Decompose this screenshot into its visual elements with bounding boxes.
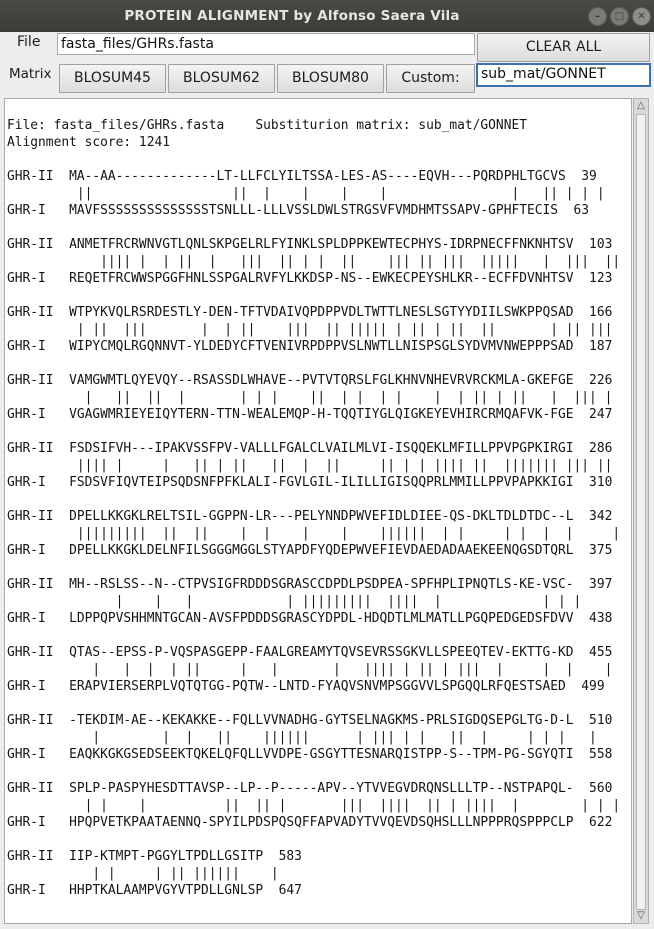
output-line: GHR-II -TEKDIM-AE--KEKAKKE--FQLLVVNADHG-GYTSELNAGKMS-PRLSIGDQSEPGLTG-D-L 510: [7, 713, 613, 728]
output-line: GHR-II WTPYKVQLRSRDESTLY-DEN-TFTVDAIVQPDPPVDLTWTTLNESLSGTYYDIILSWKPPQSAD 166: [7, 305, 613, 320]
output-line: GHR-II DPELLKKGKLRELTSIL-GGPPN-LR---PELYNNDPWVEFIDLDIEE-QS-DKLTDLDTDC--L 342: [7, 509, 613, 524]
output-line: | | | || || | ||| |||| || | |||| | | | |: [7, 798, 621, 813]
scrollbar-thumb[interactable]: [636, 114, 646, 910]
custom-matrix-input[interactable]: sub_mat/GONNET: [476, 63, 651, 87]
output-line: GHR-I FSDSVFIQVTEIPSQDSNFPFKLALI-FGVLGIL-ILILLIGISQQPRLMMILLPPVPAPKKIGI 310: [7, 475, 613, 490]
clear-all-button[interactable]: CLEAR ALL: [477, 33, 650, 62]
output-line: GHR-I EAQKKGKGSEDSEEKTQKELQFQLLVVDPE-GSGYTTESNARQISTPP-S--TPM-PG-SGYQTI 558: [7, 747, 613, 762]
output-line: || || | | | | | || | | |: [7, 186, 605, 201]
output-line: GHR-I DPELLKKGKLDELNFILSGGGMGGLSTYAPDFYQDEPWVEFIEVDAEDADAAEKEENQGSDTQRL 375: [7, 543, 613, 558]
alignment-text: [7, 117, 620, 899]
output-line: GHR-I WIPYCMQLRGQNNVT-YLDEDYCFTVENIVRPDPPVSLNWTLLNISPSGLSYDVMVNWEPPPSAD 187: [7, 339, 613, 354]
blosum62-button[interactable]: BLOSUM62: [168, 64, 275, 93]
output-line: GHR-II MH--RSLSS--N--CTPVSIGFRDDDSGRASCCDPDLPSDPEA-SPFHPLIPNQTLS-KE-VSC- 397: [7, 577, 613, 592]
output-line: GHR-I HPQPVETKPAATAENNQ-SPYILPDSPQSQFFAPVADYTVVQEVDSQHSLLLNPPPRQSPPPCLP 622: [7, 815, 613, 830]
output-line: |||| | | || | || || | || || | | |||| || ||||||| ||| ||: [7, 458, 613, 473]
scroll-down-icon[interactable]: ▽: [637, 910, 645, 921]
output-line: File: fasta_files/GHRs.fasta Substiturion matrix: sub_mat/GONNET: [7, 118, 527, 133]
output-line: | | | || |||||| | ||| | | || | | | | |: [7, 730, 597, 745]
maximize-icon[interactable]: □: [610, 7, 629, 26]
close-icon[interactable]: ✕: [632, 7, 651, 26]
minimize-icon[interactable]: –: [588, 7, 607, 26]
blosum45-button[interactable]: BLOSUM45: [59, 64, 166, 93]
output-line: Alignment score: 1241: [7, 135, 170, 150]
custom-matrix-button[interactable]: Custom:: [386, 64, 475, 93]
output-line: | | | | || | | | |||| | || | ||| | | | |: [7, 662, 613, 677]
output-line: | || || | | | | || | | | | | | || | || | ||| |: [7, 390, 613, 405]
file-label: File: [17, 34, 41, 50]
output-line: GHR-II IIP-KTMPT-PGGYLTPDLLGSITP 583: [7, 849, 302, 864]
output-line: GHR-II FSDSIFVH---IPAKVSSFPV-VALLLFGALCLVAILMLVI-ISQQEKLMFILLPPVPGPKIRGI 286: [7, 441, 613, 456]
vertical-scrollbar[interactable]: [633, 98, 649, 924]
output-line: GHR-I VGAGWMRIEYEIQYTERN-TTN-WEALEMQP-H-TQQTIYGLQIGKEYEVHIRCRMQAFVK-FGE 247: [7, 407, 613, 422]
output-line: | || ||| | | || ||| || ||||| | || | || || | || |||: [7, 322, 613, 337]
scroll-up-icon[interactable]: △: [637, 100, 645, 111]
output-line: GHR-I LDPPQPVSHHMNTGCAN-AVSFPDDDSGRASCYDPDL-HDQDTLMLMATLLPGQPEDGEDSFDVV 438: [7, 611, 613, 626]
output-line: |||| | | || | ||| || | | || ||| || ||| ||||| | ||| ||: [7, 254, 621, 269]
output-line: GHR-I HHPTKALAAMPVGYVTPDLLGNLSP 647: [7, 883, 302, 898]
output-line: GHR-II ANMETFRCRWNVGTLQNLSKPGELRLFYINKLSPLDPPKEWTECPHYS-IDRPNECFFNKNHTSV 103: [7, 237, 613, 252]
blosum80-button[interactable]: BLOSUM80: [277, 64, 384, 93]
file-path-input[interactable]: fasta_files/GHRs.fasta: [57, 33, 475, 55]
output-line: GHR-I ERAPVIERSERPLVQTQTGG-PQTW--LNTD-FYAQVSNVMPSGGVVLSPGQQLRFQESTSAED 499: [7, 679, 605, 694]
output-line: ||||||||| || || | | | | |||||| | | | | | | |: [7, 526, 621, 541]
alignment-output[interactable]: [4, 98, 632, 924]
output-line: GHR-I MAVFSSSSSSSSSSSSSSTSNLLL-LLLVSSLDWLSTRGSVFVMDHMTSSAPV-GPHFTECIS 63: [7, 203, 590, 218]
output-line: GHR-II VAMGWMTLQYEVQY--RSASSDLWHAVE--PVTVTQRSLFGLKHNVNHEVRVRCKMLA-GKEFGE 226: [7, 373, 613, 388]
matrix-label: Matrix: [9, 66, 52, 82]
output-line: | | | | ||||||||| |||| | | | |: [7, 594, 582, 609]
window-title: PROTEIN ALIGNMENT by Alfonso Saera Vila: [124, 8, 460, 24]
output-line: GHR-II QTAS--EPSS-P-VQSPASGEPP-FAALGREAMYTQVSEVRSSGKVLLSPEEQTEV-EKTTG-KD 455: [7, 645, 613, 660]
output-line: GHR-I REQETFRCWWSPGGFHNLSSPGALRVFYLKKDSP-NS--EWKECPEYSHLKR--ECFFDVNHTSV 123: [7, 271, 613, 286]
output-line: | | | || |||||| |: [7, 866, 279, 881]
title-bar: [0, 0, 654, 32]
output-line: GHR-II SPLP-PASPYHESDTTAVSP--LP--P-----APV--YTVVEGVDRQNSLLLTP--NSTPAPQL- 560: [7, 781, 613, 796]
output-line: GHR-II MA--AA-------------LT-LLFCLYILTSSA-LES-AS----EQVH---PQRDPHLTGCVS 39: [7, 169, 597, 184]
